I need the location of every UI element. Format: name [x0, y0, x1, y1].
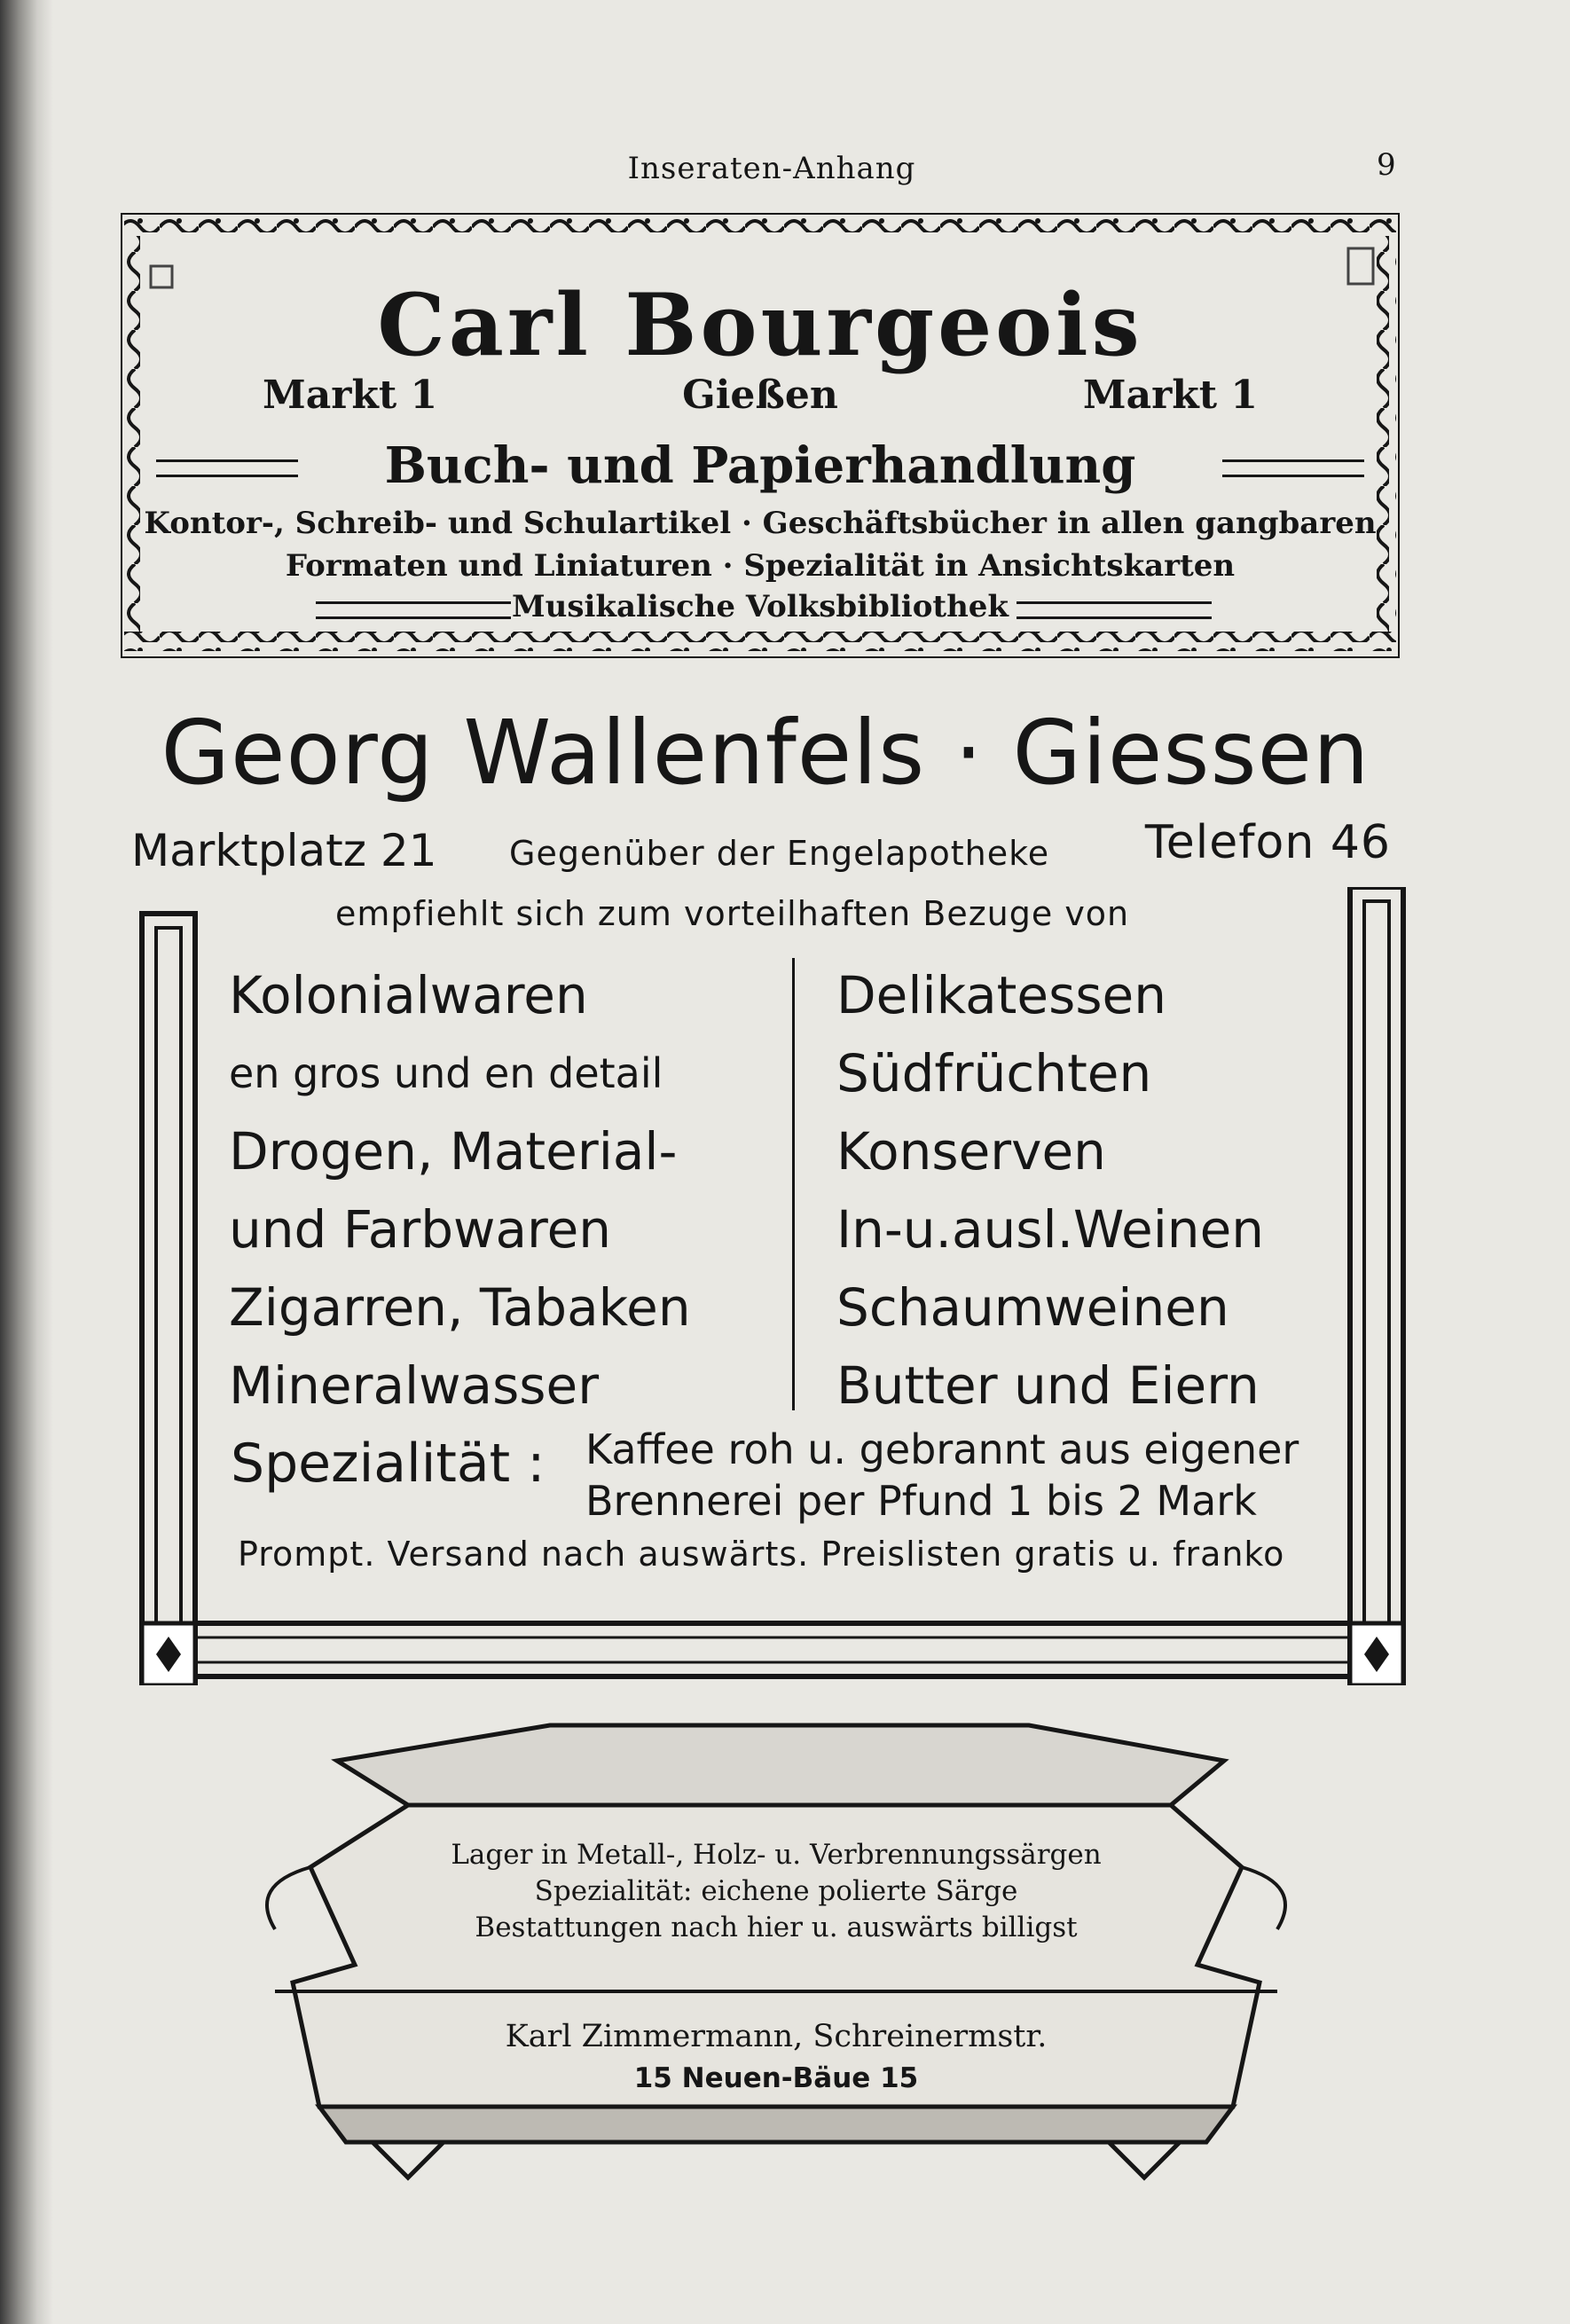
ad2-phone: Telefon 46: [1144, 816, 1391, 869]
ad2-right-item: Butter und Eiern: [836, 1355, 1260, 1416]
ad2-left-item: Kolonialwaren: [229, 965, 588, 1025]
ad1-address-left: Markt 1: [263, 373, 438, 418]
ad2-right-item: Konserven: [836, 1121, 1106, 1182]
ad1-line2: Formaten und Liniaturen · Spezialität in Ansichtskarten: [285, 548, 1236, 584]
ad1-city: Gießen: [682, 373, 838, 418]
ad3-name: Karl Zimmermann, Schreinermstr.: [505, 2019, 1048, 2054]
ad2-right-item: Südfrüchten: [836, 1043, 1152, 1103]
ad2-left-item: Zigarren, Tabaken: [229, 1277, 691, 1338]
ad2-recommends: empfiehlt sich zum vorteilhaften Bezuge von: [335, 894, 1130, 933]
ad2-specialty-line1: Kaffee roh u. gebrannt aus eigener: [585, 1425, 1299, 1473]
ad2-address: Marktplatz 21: [131, 825, 437, 876]
ad2-headline: Georg Wallenfels · Giessen: [161, 701, 1370, 805]
ad2-specialty-label: Spezialität :: [231, 1433, 546, 1495]
coffin-illustration: [142, 1699, 1410, 2195]
ad2-specialty-text: [585, 1424, 1299, 1527]
ad1-company-name: Carl Bourgeois: [377, 275, 1143, 375]
ad3-line3: Bestattungen nach hier u. auswärts billigst: [475, 1912, 1078, 1943]
ad1-line3: Musikalische Volksbibliothek: [511, 589, 1009, 624]
page-number: 9: [1377, 147, 1396, 183]
ad2-footer: Prompt. Versand nach auswärts. Preislisten gratis u. franko: [238, 1535, 1285, 1574]
ad2-specialty-line2: Brennerei per Pfund 1 bis 2 Mark: [585, 1477, 1257, 1525]
ad1-business-row: [156, 435, 1364, 506]
ad1-line1: Kontor-, Schreib- und Schulartikel · Geschäftsbücher in allen gangbaren: [144, 506, 1377, 541]
ad3-line2: Spezialität: eichene polierte Särge: [534, 1875, 1018, 1907]
ad2-left-item: Mineralwasser: [229, 1355, 600, 1416]
ad2-left-item: en gros und en detail: [229, 1049, 663, 1097]
ad1-rule-bottom-right: [1017, 601, 1212, 619]
ad2-left-column: [229, 956, 691, 1425]
ad1-business: Buch- und Papierhandlung: [384, 436, 1136, 495]
ad2-right-column: [836, 956, 1264, 1425]
ad1-rule-right: [1222, 459, 1364, 477]
ad2-right-item: Delikatessen: [836, 965, 1166, 1025]
ad2-left-item: und Farbwaren: [229, 1199, 612, 1260]
ad-karl-zimmermann: [142, 1699, 1410, 2195]
ad2-right-item: In-u.ausl.Weinen: [836, 1199, 1265, 1260]
ad2-column-divider: [792, 958, 795, 1410]
ad3-line1: Lager in Metall-, Holz- u. Verbrennungssärgen: [451, 1839, 1102, 1871]
ad2-right-item: Schaumweinen: [836, 1277, 1229, 1338]
book-gutter-shadow: [0, 0, 53, 2324]
ad-georg-wallenfels: [131, 674, 1400, 1685]
running-head: Inseraten-Anhang: [627, 151, 916, 186]
ad2-left-item: Drogen, Material-: [229, 1121, 678, 1182]
ad1-address-row: [263, 373, 1258, 426]
ad3-address: 15 Neuen-Bäue 15: [633, 2062, 919, 2094]
ad1-address-right: Markt 1: [1082, 373, 1258, 418]
ad-carl-bourgeois: [121, 213, 1400, 658]
ad2-opposite: Gegenüber der Engelapotheke: [509, 834, 1050, 873]
